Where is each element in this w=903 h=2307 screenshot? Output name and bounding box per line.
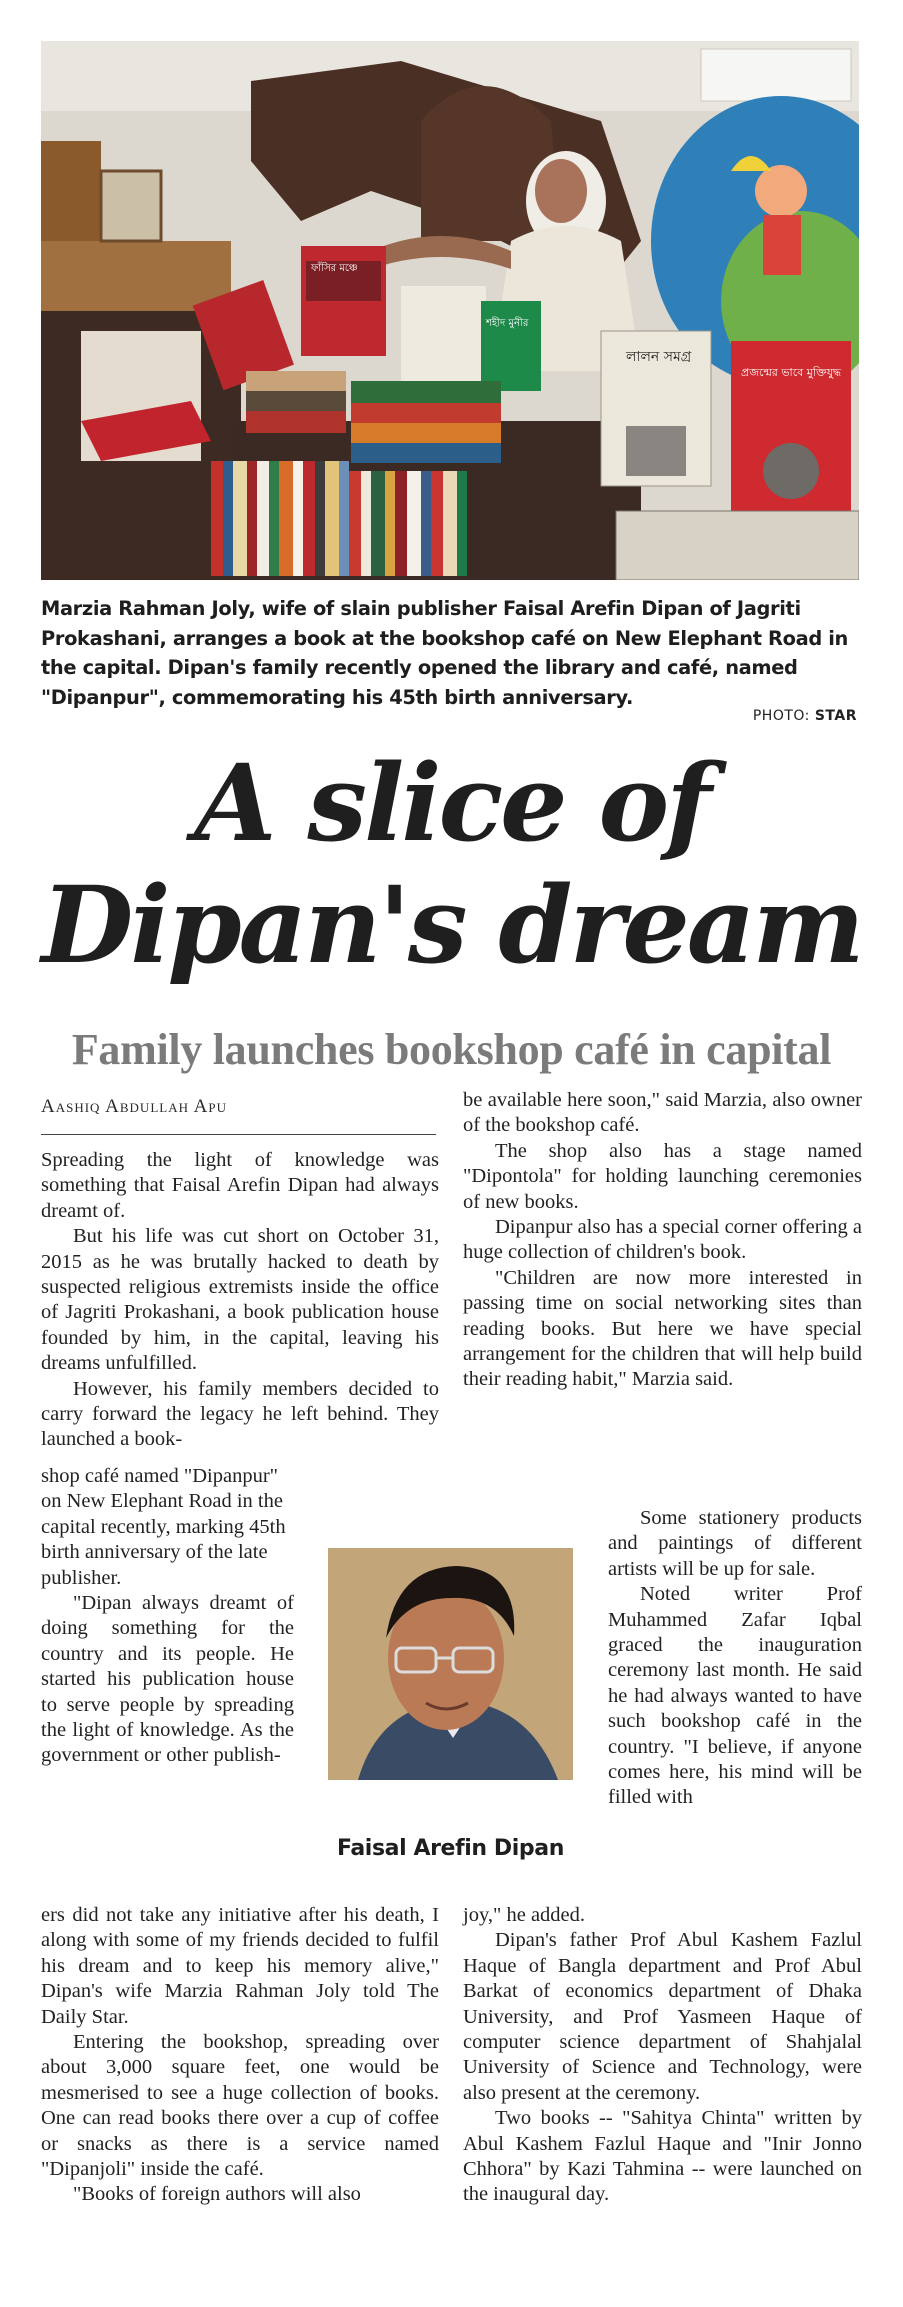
subheadline: Family launches bookshop café in capital: [71, 1025, 832, 1074]
article-paragraph: Spreading the light of knowledge was something that Faisal Arefin Dipan had always dreamt of.: [41, 1149, 439, 1222]
article-paragraph: Two books -- "Sahitya Chinta" written by Abul Kashem Fazlul Haque and "Inir Jonno Chhora" by Kazi Tahmina -- were launched on the inaugural day.: [463, 2107, 862, 2206]
book-cover-1-title: ফাঁসির মঞ্চে: [311, 263, 358, 274]
article-paragraph: Dipanpur also has a special corner offering a huge collection of children's book.: [463, 1216, 862, 1264]
photo-credit-label: PHOTO:: [752, 708, 810, 724]
portrait-caption: Faisal Arefin Dipan: [337, 1836, 564, 1861]
article-paragraph: "Dipan always dreamt of doing something for the country and its people. He started his publication house to serve people by spreading the light of knowledge. As the government or other publish-: [41, 1592, 294, 1767]
headline: [0, 742, 903, 986]
article-paragraph: The shop also has a stage named "Dipontola" for holding launching ceremonies of new books.: [463, 1139, 862, 1213]
article-paragraph: Some stationery products and paintings of different artists will be up for sale.: [608, 1507, 862, 1580]
byline: [41, 1096, 227, 1118]
article-paragraph: be available here soon," said Marzia, also owner of the bookshop café.: [463, 1089, 862, 1137]
article-column-left-wrap: [41, 1464, 294, 1769]
byline-author: Aashiq Abdullah Apu: [41, 1096, 228, 1117]
article-paragraph: Entering the bookshop, spreading over about 3,000 square feet, one would be mesmerised to see a huge collection of books. One can read books there over a cup of coffee or snacks as there is a service named "Dipanjoli" inside the café.: [41, 2031, 439, 2181]
photo-caption: Marzia Rahman Joly, wife of slain publisher Faisal Arefin Dipan of Jagriti Prokashani, arranges a book at the bookshop café on New Elephant Road in the capital. Dipan's family recently opened the library and café, named "Dipanpur", commemorating his 45th birth anniversary.: [41, 597, 848, 709]
headline-line-1: A slice of: [194, 740, 709, 865]
article-column-left-top: [41, 1148, 439, 1453]
bookshop-photo: [41, 41, 859, 580]
article-paragraph: ers did not take any initiative after his death, I along with some of my friends decided to fulfil his dream and to keep his memory alive," Dipan's wife Marzia Rahman Joly told The Daily Star.: [41, 1904, 439, 2028]
article-column-right-top: [463, 1088, 862, 1393]
book-cover-3-title: লালন সমগ্র: [626, 349, 692, 365]
photo-credit: [753, 708, 857, 724]
book-cover-4-title: প্রজন্মের ভাবে মুক্তিযুদ্ধ: [741, 366, 842, 379]
byline-divider: [41, 1134, 436, 1135]
headline-line-2: Dipan's dream: [41, 862, 862, 987]
book-cover-2-title: শহীদ মুনীর: [486, 318, 529, 329]
article-column-right-bottom: [463, 1903, 862, 2208]
article-column-right-wrap: [608, 1506, 862, 1811]
article-paragraph: shop café named "Dipanpur" on New Elephant Road in the capital recently, marking 45th birth anniversary of the late publisher.: [41, 1465, 286, 1589]
photo-credit-source: STAR: [814, 708, 857, 724]
article-paragraph: "Children are now more interested in passing time on social networking sites than reading books. But here we have special arrangement for the children that will help build their reading habit," Marzia said.: [463, 1266, 862, 1391]
article-paragraph: "Books of foreign authors will also: [73, 2183, 361, 2206]
article-paragraph: But his life was cut short on October 31, 2015 as he was brutally hacked to death by suspected religious extremists inside the office of Jagriti Prokashani, a book publication house founded by him, in the capital, leaving his dreams unfulfilled.: [41, 1225, 439, 1375]
article-paragraph: Noted writer Prof Muhammed Zafar Iqbal graced the inauguration ceremony last month. He said he had always wanted to have such bookshop café in the country. "I believe, if anyone comes here, his mind will be filled with: [608, 1583, 862, 1809]
article-column-left-bottom: [41, 1903, 439, 2208]
article-paragraph: joy," he added.: [463, 1904, 586, 1926]
article-paragraph: Dipan's father Prof Abul Kashem Fazlul Haque of Bangla department and Prof Abul Barkat of economics department of Dhaka University, and Prof Yasmeen Haque of computer science department of Shahjalal University of Science and Technology, were also present at the ceremony.: [463, 1929, 862, 2104]
dipan-portrait: [328, 1548, 573, 1780]
article-paragraph: However, his family members decided to carry forward the legacy he left behind. They launched a book-: [41, 1377, 439, 1451]
